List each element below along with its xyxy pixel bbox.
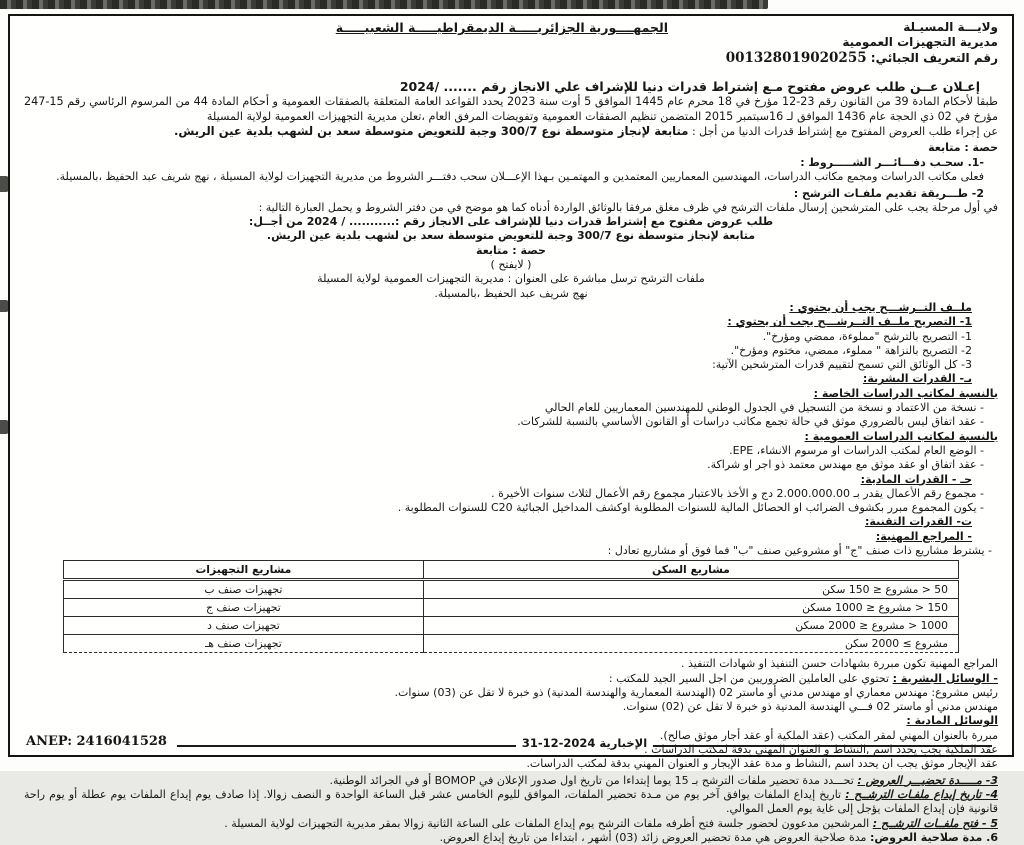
professional-references-heading: - المراجع المهنية: [875, 529, 972, 543]
material-means-item: عقد الملكية يجب يحدد اسم ,النشاط و العنوان المهني بدقة لمكتب الدراسات . [644, 743, 998, 757]
address-line-1: ملفات الترشح ترسل مباشرة على العنوان : مديرية التجهيزات العمومية لولاية المسيلة [317, 272, 705, 286]
human-means-line [24, 672, 998, 686]
material-capacities-item: - يكون المجموع مبرر بكشوف الضرائب او الحصائل المالية للسنوات المطلوبة اوكشف المداخيل الجبائية C20 للسنوات المطلوبة . [397, 501, 984, 515]
equipment-class-cell: تجهيزات صنف ب [63, 580, 423, 599]
housing-range-cell: مشروع ≥ 2000 سكن [423, 635, 958, 653]
section5-paragraph [24, 817, 998, 831]
human-means-heading: - الوسائل البشرية : [892, 671, 998, 685]
table-row [63, 635, 958, 653]
address-line-2: نهج شريف عبد الحفيظ ،بالمسيلة. [434, 286, 588, 300]
candidacy-item: 2- التصريح بالنزاهة " مملوء، ممضي، مختوم ومؤرخ". [730, 343, 972, 357]
equipment-class-cell: تجهيزات صنف ج [63, 599, 423, 617]
housing-range-cell: 1000 < مشروع ≤ 2000 مسكن [423, 617, 958, 635]
references-note: المراجع المهنية تكون مبررة بشهادات حسن التنفيذ او شهادات التنفيذ . [681, 657, 998, 671]
section4-heading: 4- تاريخ إيداع ملفـات الترشــح : [845, 787, 998, 801]
section3-heading: 3- مـــــدة تحضيـــر العروض : [857, 773, 998, 787]
table-row [63, 580, 958, 599]
document-border-frame [8, 14, 1014, 844]
human-capacities-heading: بـ- القدرات البشرية: [862, 372, 972, 386]
material-means-heading: الوسائل المادية : [906, 714, 998, 728]
directorate-name: مديرية التجهيزات العمومية [842, 35, 998, 49]
announcement-title: إعـلان عــن طلب عروض مفتوح مـع إشتراط قدرات دنيا للإشراف علي الانجاز رقم ....... /2024 [399, 79, 980, 94]
material-means-item: عقد الإيجار موثق يجب ان يحدد اسم ,النشاط و مدة عقد الإيجار و العنوان المهني بدقة لمكتب الدراسات. [526, 757, 998, 771]
announce-prefix: عن إجراء طلب العروض المفتوح مع إشتراط قدرات الدنيا من أجل : [691, 125, 998, 139]
references-requirement-line: - يشترط مشاريع ذات صنف "ج" أو مشروعين صنف "ب" فما فوق أو مشاريع تعادل : [607, 543, 992, 557]
material-capacities-item: - مجموع رقم الأعمال يقدر بـ 2.000.000.00 دج و الأخذ بالاعتبار مجموع رقم الأعمال لثلاث سنوات الأخيرة . [491, 486, 984, 500]
section2-heading: 2- طـــريقة تقديم ملفـات الترشح : [793, 186, 984, 200]
housing-range-cell: 50 < مشروع ≤ 150 سكن [423, 580, 958, 599]
human-means-intro: تحتوي على العاملين الضروريين من اجل السير الجيد للمكتب : [608, 671, 890, 685]
private-offices-heading: بالنسبة لمكاتب الدراسات الخاصة : [813, 386, 998, 400]
section2-body: في أول مرحلة يجب على المترشحين إرسال ملفات الترشح في ظرف مغلق مرفقا بالوثائق الواردة أدناه كما هو موضح في من دفتر الشروط و يحمل العبارة التالية : [258, 200, 998, 214]
table-header-row [63, 561, 958, 580]
tax-id-value: 001328019020255 [725, 50, 867, 66]
material-means-item: مبررة بالعنوان المهني لمقر المكتب (عقد الملكية أو عقد أجار موثق صالح). [659, 728, 998, 742]
project-name: متابعة لإنجاز متوسطة نوع 300/7 وجبة للتعويض متوسطة سعد بن لشهب بلدية عين الريش. [173, 124, 689, 139]
section4-paragraph [24, 788, 998, 817]
tax-id-line [24, 50, 998, 67]
table-row [63, 617, 958, 635]
section6-paragraph [24, 831, 998, 845]
section1-heading: -1. سحـب دفـــائـــر الشـــــروط : [800, 155, 984, 169]
public-office-item: - عقد اتفاق او عقد موثق مع مهندس معتمد ذو اجر او شراكة. [707, 458, 984, 472]
section6-heading: 6. مدة صلاحية العروض: [869, 830, 998, 844]
republic-title: الجمهــــورية الجزائريـــــة الديمقراطيـــــة الشعبيـــــة [335, 20, 668, 35]
document-header [24, 20, 998, 78]
anep-number: ANEP: 2416041528 [26, 734, 167, 750]
tax-id-label: رقم التعريف الجبائي: [870, 51, 998, 65]
equipment-projects-header: مشاريع التجهيزات [63, 561, 423, 580]
private-office-item: - عقد اتفاق ليس بالضروري موثق في حالة تجمع مكاتب دراسات أو القانون الأساسي بالنسبة للشركات. [517, 415, 984, 429]
public-office-item: - الوضع العام لمكتب الدراسات او مرسوم الانشاء، EPE. [729, 443, 984, 457]
envelope-line-1: طلب عروض مفتوح مع إشتراط قدرات دنيا للإشراف على الانجاز رقم :........... / 2024 من أجــل: [248, 215, 774, 229]
equipment-class-cell: تجهيزات صنف د [63, 617, 423, 635]
footer-rule [653, 745, 992, 747]
wilaya-name: ولايـــة المسيـلة [903, 20, 998, 34]
human-means-item: رئيس مشروع: مهندس معماري او مهندس مدني أو ماستر 02 (الهندسة المعمارية والهندسة المدنية) ذو خبرة لا تقل عن (03) سنوات. [394, 685, 998, 699]
announcement-paragraph [24, 124, 998, 139]
lot-line: حصة : متابعة [928, 140, 998, 154]
document-footer [24, 728, 998, 753]
reference-projects-table [63, 560, 959, 653]
technical-capacities-heading: ت- القدرات التقنية: [865, 515, 972, 529]
human-means-item: مهندس مدني أو ماستر 02 فـــي الهندسة المدنية ذو خبرة لا تقل عن (02) سنوات. [622, 700, 998, 714]
housing-projects-header: مشاريع السكن [423, 561, 958, 580]
section3-paragraph [24, 774, 998, 788]
section6-body: مدة صلاحية العروض هي مدة تحضير العروض زائد (03) أشهر ، ابتداءا من تاريخ إيداع العروض. [439, 830, 867, 844]
candidacy-sub-heading: 1- التصريح ملــف التــرشـــح يجب أن يحتوي : [727, 315, 972, 329]
section5-body: المرشحين مدعوون لحضور جلسة فتح أظرفه ملفات الترشح يوم إيداع الملفات على الساعة الثانية زوالا بمقر مديرية التجهيزات لولاية المسيلة . [224, 816, 870, 830]
envelope-line-2: متابعة لإنجاز متوسطة نوع 300/7 وجبة للتعويض متوسطة سعد بن لشهب بلدية عين الريش. [266, 229, 756, 243]
candidacy-item: 3- كل الوثائق التي تسمح لتقييم قدرات المترشحين الآتية: [712, 358, 972, 372]
public-offices-heading: بالنسبة لمكاتب الدراسات العمومية : [804, 429, 998, 443]
envelope-line-3: حصة : متابعة [476, 243, 546, 257]
equipment-class-cell: تجهيزات صنف هـ [63, 635, 423, 653]
candidacy-item: 1- التصريح بالترشح "مملوءة، ممضي ومؤرخ". [762, 329, 972, 343]
material-capacities-heading: جـ - القدرات المادية: [860, 472, 972, 486]
section5-heading: 5 - فتح ملفــات الترشــح : [872, 816, 998, 830]
section3-body: تحـــدد مدة تحضير ملفات الترشح بـ 15 يوما إبتداءا من تاريخ اول صدور الإعلان في BOMOP أو في الجرائد الوطنية. [329, 773, 854, 787]
scanner-artifact-band [0, 0, 768, 9]
section4-body: تاريخ إيداع الملفات يوافق آخر يوم من مـدة تحضير الملفات، الموافق لليوم الخامس عشر قبل الساعة الواحدة و النصف زوالا. إذا صادف يوم إيداع الملفات يوم عطلة أو يوم راحة قانونية فإن إيداع الملفات يؤجل إلى غاية يوم العمل الموالي. [24, 787, 998, 816]
journal-and-date: الإخبارية 2024-12-31 [521, 736, 648, 751]
table-row [63, 599, 958, 617]
housing-range-cell: 150 < مشروع ≤ 1000 مسكن [423, 599, 958, 617]
envelope-line-4: ( لايفتح ) [490, 258, 532, 272]
section1-body: فعلى مكاتب الدراسات ومجمع مكاتب الدراسات، المهندسين المعماريين المعتمدين و المهتمـين بـهذا الإعـــلان سحب دفتـــر الشروط من مديرية التجهيزات لولاية المسيلة ، نهج شريف عبد الحفيظ ،بالمسيلة. [56, 170, 984, 184]
candidacy-heading: ملــف التــرشـــح يجب أن يحتوي : [789, 300, 972, 314]
private-office-item: - نسخة من الاعتماد و نسخة من التسجيل في الجدول الوطني للمهندسين المعماريين للعام الحالي [544, 401, 984, 415]
footer-rule [177, 745, 516, 747]
document-content [24, 20, 998, 844]
legal-basis-paragraph: طبقا لأحكام المادة 39 من القانون رقم 23-12 مؤرخ في 18 محرم عام 1445 الموافق 5 أوت سنة 2023 يحدد القواعد العامة المتعلقة بالصفقات العمومية و أحكام المادة 44 من المرسوم الرئاسي رقم 15-247 مؤرخ في 02 ذي الحجة عام 1436 الموافق لـ 16سبتمبر 2015 المتضمن تنظيم الصفقات العمومية وتفويضات المرفق العام ،تعلن مديرية التجهيزات العمومية لولاية المسيلة [24, 95, 998, 123]
